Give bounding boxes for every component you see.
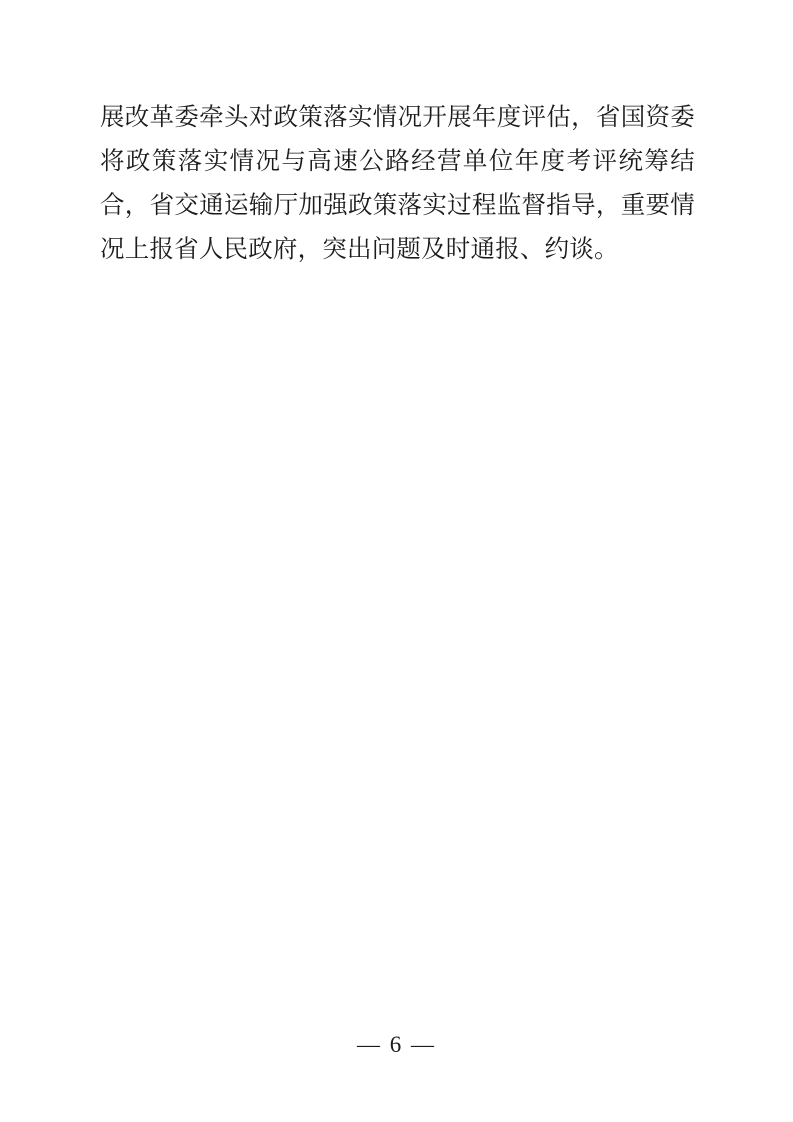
page-number: — 6 — xyxy=(357,1032,436,1057)
body-paragraph: 展改革委牵头对政策落实情况开展年度评估，省国资委将政策落实情况与高速公路经营单位年度考评统筹结合，省交通运输厅加强政策落实过程监督指导，重要情况上报省人民政府，突出问题及时通报、约谈。 xyxy=(100,104,695,263)
